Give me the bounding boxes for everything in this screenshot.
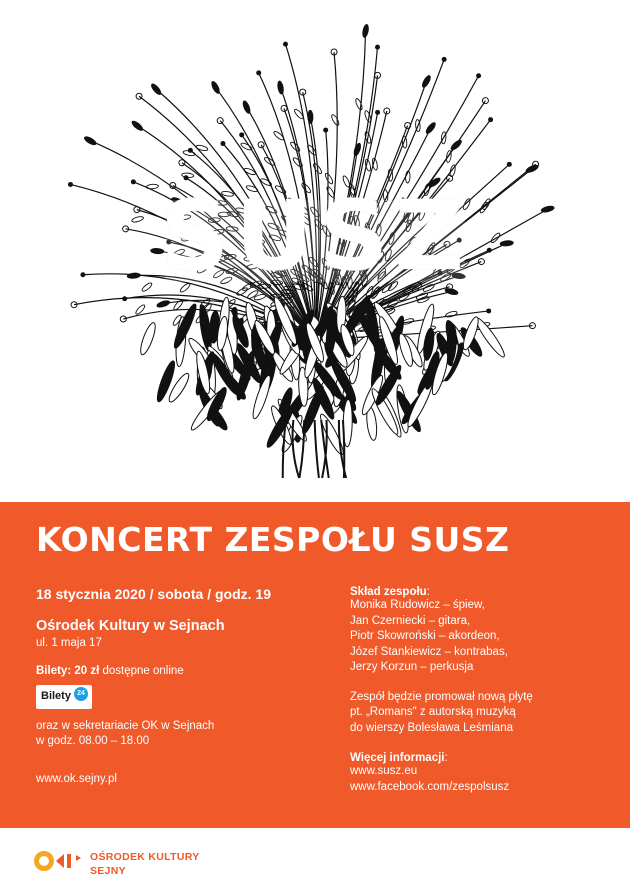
organizer-name — [90, 850, 200, 878]
lineup-member: Jerzy Korzun – perkusja — [350, 661, 474, 673]
organizer-name-line: OŚRODEK KULTURY — [90, 851, 200, 863]
page-title: KONCERT ZESPOŁU SUSZ — [36, 520, 510, 559]
bilety24-logo[interactable] — [36, 685, 92, 709]
more-info-title-colon: : — [444, 752, 448, 764]
facebook-link[interactable]: www.facebook.com/zespolsusz — [350, 780, 510, 793]
ticket-office-hours: w godz. 08.00 – 18.00 — [36, 735, 150, 747]
promo-line: do wierszy Bolesława Leśmiana — [350, 721, 513, 734]
organizer-city: SEJNY — [90, 865, 126, 877]
promo-line: pt. „Romans" z autorską muzyką — [350, 706, 516, 718]
ticket-office-info — [36, 719, 326, 749]
ticket-price: 20 zł — [74, 665, 100, 677]
event-address: ul. 1 maja 17 — [36, 637, 102, 649]
lineup-member: Piotr Skowroński – akordeon, — [350, 630, 500, 642]
lineup-title — [350, 586, 610, 598]
lineup-member: Józef Stankiewicz – kontrabas, — [350, 645, 508, 658]
bilety24-logo-text: Bilety — [41, 690, 71, 702]
more-info-title-text: Więcej informacji — [350, 752, 445, 764]
artwork-title-word: SUSZ — [160, 180, 470, 292]
website-link[interactable]: www.ok.sejny.pl — [36, 773, 117, 785]
event-date: 18 stycznia 2020 / sobota / godz. 19 — [36, 586, 271, 602]
album-promo — [350, 690, 610, 737]
lineup-title-colon: : — [426, 586, 430, 598]
event-venue: Ośrodek Kultury w Sejnach — [36, 618, 225, 634]
ticket-office-line: oraz w sekretariacie OK w Sejnach — [36, 720, 215, 732]
lineup-title-text: Skład zespołu — [350, 586, 427, 598]
info-band — [0, 502, 630, 828]
ticket-label: Bilety: — [36, 665, 72, 677]
event-details — [36, 586, 326, 785]
band-website-link[interactable]: www.susz.eu — [350, 765, 418, 777]
ticket-availability: dostępne online — [102, 665, 184, 677]
footer — [0, 828, 630, 891]
lineup-member: Monika Rudowicz – śpiew, — [350, 599, 485, 611]
promo-line: Zespół będzie promował nową płytę — [350, 690, 533, 703]
lineup-member: Jan Czerniecki – gitara, — [350, 614, 471, 627]
band-details — [350, 586, 610, 795]
more-info-title — [350, 752, 610, 764]
bilety24-logo-number: 24 — [74, 687, 88, 701]
ticket-info — [36, 665, 326, 677]
ok-sejny-logo-icon — [34, 850, 84, 872]
